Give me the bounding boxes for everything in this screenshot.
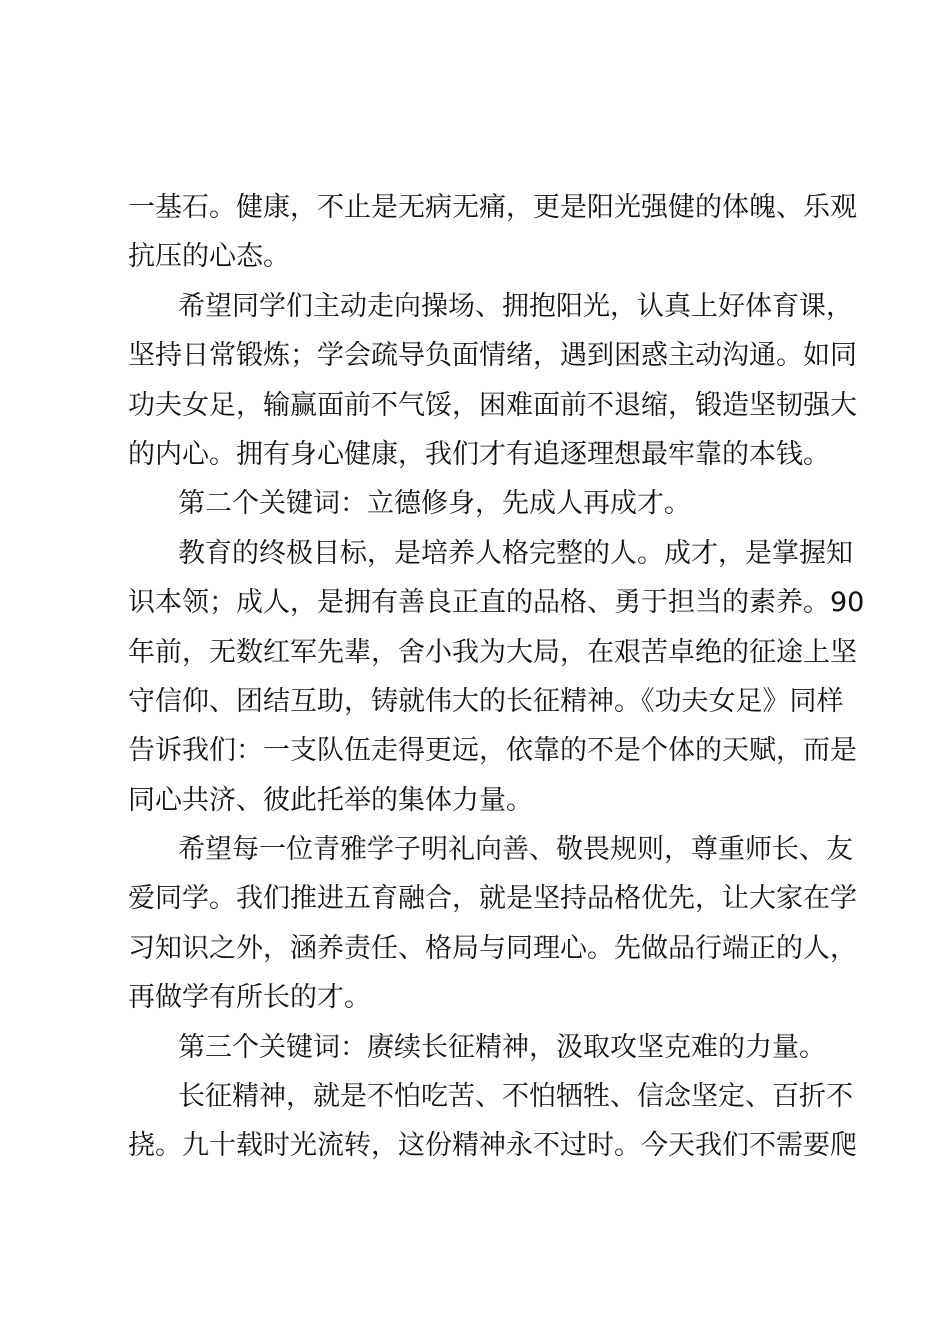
text-line: 功夫女足，输赢面前不气馁，困难面前不退缩，锻造坚韧强大 (128, 389, 857, 421)
text-line: 爱同学。我们推进五育融合，就是坚持品格优先，让大家在学 (128, 883, 857, 915)
paragraph-start-line: 教育的终极目标，是培养人格完整的人。成才，是掌握知 (178, 537, 853, 569)
text-line: 年前，无数红军先辈，舍小我为大局，在艰苦卓绝的征途上坚 (128, 636, 857, 668)
body-text (128, 183, 865, 1171)
text-line: 抗压的心态。 (128, 241, 290, 273)
text-line: 一基石。健康，不止是无病无痛，更是阳光强健的体魄、乐观 (128, 192, 857, 223)
section-heading-3: 第三个关键词：赓续长征精神，汲取攻坚克难的力量。 (178, 1031, 826, 1063)
text-line: 识本领；成人，是拥有善良正直的品格、勇于担当的素养。90 (128, 587, 865, 619)
text-line: 同心共济、彼此托举的集体力量。 (128, 784, 533, 816)
text-line: 告诉我们：一支队伍走得更远，依靠的不是个体的天赋，而是 (128, 735, 857, 767)
text-line: 习知识之外，涵养责任、格局与同理心。先做品行端正的人， (128, 932, 857, 964)
text-line: 守信仰、团结互助，铸就伟大的长征精神。《功夫女足》同样 (128, 685, 844, 717)
text-line: 再做学有所长的才。 (128, 982, 371, 1014)
paragraph-start-line: 希望每一位青雅学子明礼向善、敬畏规则，尊重师长、友 (178, 834, 853, 866)
paragraph-start-line: 希望同学们主动走向操场、拥抱阳光，认真上好体育课， (178, 290, 853, 322)
section-heading-2: 第二个关键词：立德修身，先成人再成才。 (178, 488, 691, 520)
text-line: 坚持日常锻炼；学会疏导负面情绪，遇到困惑主动沟通。如同 (128, 340, 857, 372)
paragraph-start-line: 长征精神，就是不怕吃苦、不怕牺牲、信念坚定、百折不 (178, 1081, 853, 1113)
text-line: 挠。九十载时光流转，这份精神永不过时。今天我们不需要爬 (128, 1130, 857, 1162)
text-line: 的内心。拥有身心健康，我们才有追逐理想最牢靠的本钱。 (128, 438, 830, 470)
